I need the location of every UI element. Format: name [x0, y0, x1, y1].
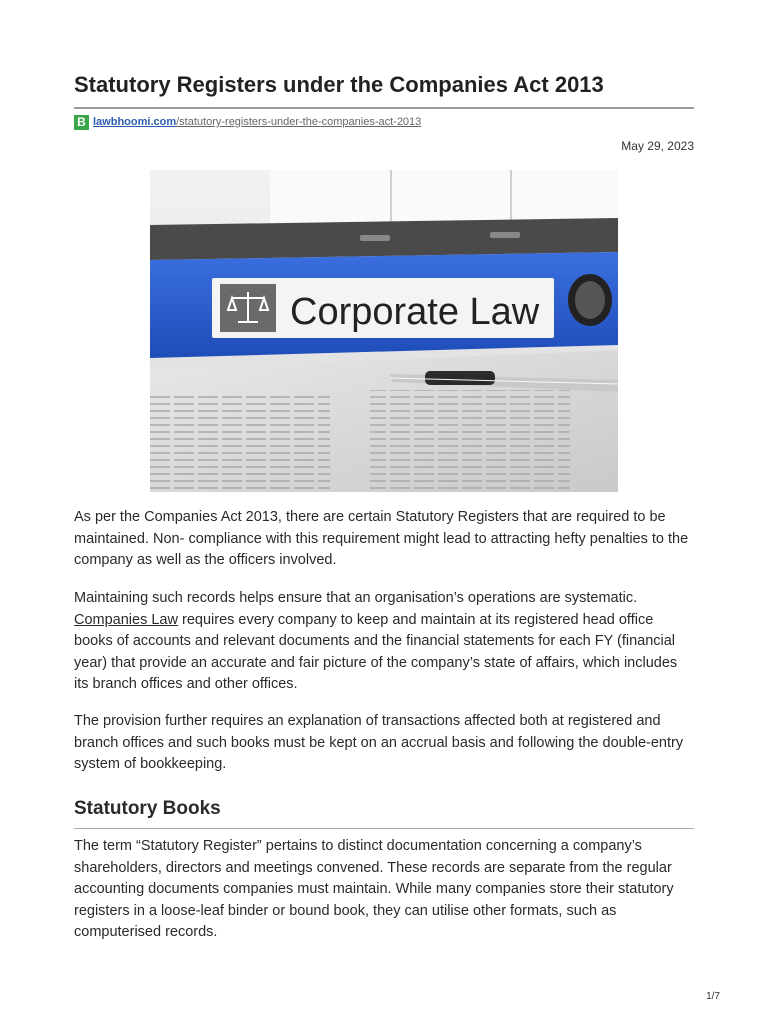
records-paragraph-start: Maintaining such records helps ensure that an organisation’s operations are systematic. [74, 590, 638, 606]
source-url-link[interactable] [93, 116, 421, 128]
section-divider [74, 828, 694, 829]
source-path: /statutory-registers-under-the-companies-act-2013 [176, 116, 422, 128]
records-paragraph-end: requires every company to keep and maintain at its registered head office books of accounts and relevant documents and the financial statements for each FY (financial year) that provide an accurate and fair picture of the company’s state of affairs, which includes its branch offices and other offices. [74, 611, 678, 692]
site-logo-icon: B [74, 115, 89, 130]
title-divider [74, 107, 694, 109]
section-heading: Statutory Books [74, 798, 221, 819]
intro-paragraph: As per the Companies Act 2013, there are certain Statutory Registers that are required to be maintained. Non- compliance with this requirement might lead to attracting hefty penalties to the company as well as the officers involved. [74, 509, 689, 568]
binder-label-text: Corporate Law [290, 291, 540, 333]
page-title: Statutory Registers under the Companies Act 2013 [74, 72, 604, 97]
publish-date: May 29, 2023 [621, 139, 694, 153]
provision-paragraph: The provision further requires an explanation of transactions affected both at registered and branch offices and such books must be kept on an accrual basis and following the double-entry system of bookkeeping. [74, 713, 684, 772]
source-domain: lawbhoomi.com [93, 116, 177, 128]
statutory-books-paragraph: The term “Statutory Register” pertains to distinct documentation concerning a company’s shareholders, directors and meetings convened. These records are separate from the regular accounting documents companies must maintain. While many companies store their statutory registers in a loose-leaf binder or bound book, they can utilise other formats, such as computerised records. [74, 838, 674, 940]
source-line [74, 113, 421, 131]
hero-image [150, 170, 618, 492]
page-number: 1/7 [706, 991, 720, 1002]
companies-law-link[interactable]: Companies Law [74, 611, 178, 628]
records-paragraph [74, 588, 694, 696]
